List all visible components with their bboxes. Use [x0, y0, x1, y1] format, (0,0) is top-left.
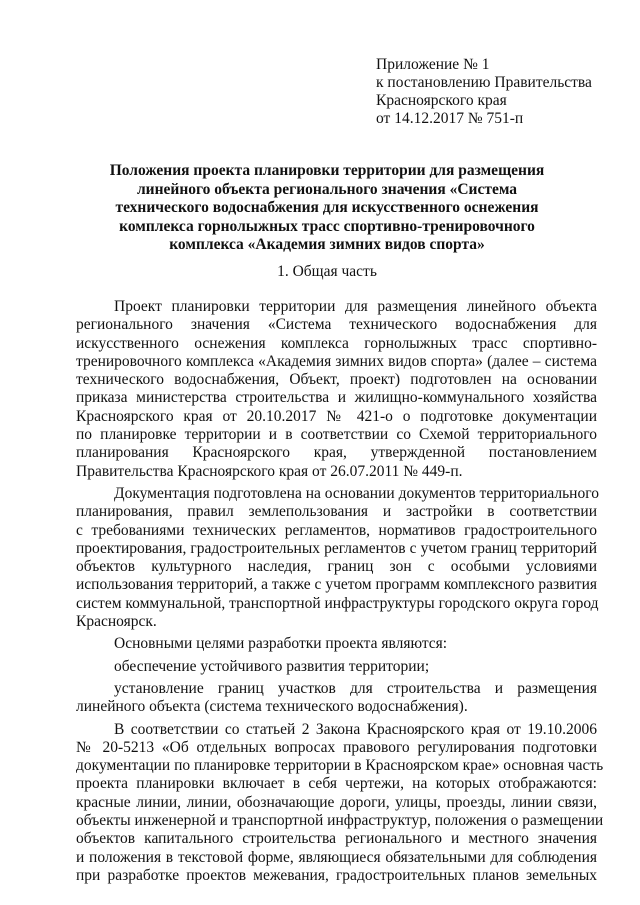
text-line: объекты инженерной и транспортной инфраструктур, положения о размещении — [76, 812, 604, 830]
text-line: Красноярского края от 20.10.2017 № 421-о о подготовке документации — [76, 407, 597, 425]
text-line: регионального значения «Система технического водоснабжения для — [76, 316, 597, 334]
text-line: установление границ участков для строительства и размещения — [114, 679, 597, 697]
text-line: объектов культурного наследия, границ зон с особыми условиями — [76, 558, 597, 576]
text-line: с требованиями технических регламентов, нормативов градостроительного — [76, 521, 597, 539]
text-line: проекта планировки включает в себя чертежи, на которых отображаются: — [76, 775, 597, 793]
text-line: документации по планировке территории в Красноярском крае» основная часть — [76, 757, 604, 775]
text-line: Основными целями разработки проекта являются: — [114, 635, 448, 653]
appendix-line: Приложение № 1 — [376, 56, 490, 73]
title-line: комплекса горнолыжных трасс спортивно-тренировочного — [119, 217, 535, 235]
appendix-line: Красноярского края — [376, 92, 507, 109]
text-line: технического водоснабжения, Объект, проект) подготовлен на основании — [76, 371, 597, 389]
appendix-header — [376, 56, 592, 128]
text-line: В соответствии со статьей 2 Закона Красноярского края от 19.10.2006 — [114, 720, 597, 738]
text-line: по планировке территории и в соответствии со Схемой территориального — [76, 426, 597, 444]
title-line: линейного объекта регионального значения «Система — [136, 180, 518, 198]
text-line: искусственного оснежения комплекса горнолыжных трасс спортивно- — [76, 334, 597, 352]
text-line: объектов капитального строительства регионального и местного значения — [76, 830, 597, 848]
text-line: Документация подготовлена на основании документов территориального — [114, 484, 599, 502]
text-line: тренировочного комплекса «Академия зимних видов спорта» (далее – система — [76, 352, 597, 370]
text-line: приказа министерства строительства и жилищно-коммунального хозяйства — [76, 389, 597, 407]
text-line: красные линии, линии, обозначающие дороги, улицы, проезды, линии связи, — [76, 793, 597, 811]
text-line: планирования Красноярского края, утвержденной постановлением — [76, 444, 597, 462]
text-line: Проект планировки территории для размещения линейного объекта — [114, 298, 597, 315]
document-title — [100, 162, 554, 255]
text-line: № 20-5213 «Об отдельных вопросах правового регулирования подготовки — [76, 738, 597, 756]
appendix-line: к постановлению Правительства — [376, 74, 592, 91]
text-line: Правительства Красноярского края от 26.07.2011 № 449-п. — [76, 462, 463, 480]
text-line: обеспечение устойчивого развития территории; — [114, 657, 430, 675]
text-line: планирования, правил землепользования и застройки в соответствии — [76, 503, 597, 521]
title-line: комплекса «Академия зимних видов спорта» — [169, 236, 485, 253]
text-line: линейного объекта (система технического водоснабжения). — [76, 698, 468, 716]
text-line: систем коммунальной, транспортной инфраструктуры городского округа город — [76, 594, 599, 612]
title-line: технического водоснабжения для искусственного оснежения — [115, 199, 539, 216]
section-heading: 1. Общая часть — [277, 263, 377, 280]
text-line: использования территорий, а также с учетом программ комплексного развития — [76, 576, 597, 594]
text-line: и положения в текстовой форме, являющиеся обязательными для соблюдения — [76, 848, 597, 866]
text-line: проектирования, градостроительных регламентов с учетом границ территорий — [76, 539, 597, 557]
document-body — [76, 298, 604, 885]
text-line: Красноярск. — [76, 613, 157, 631]
title-line: Положения проекта планировки территории для размещения — [109, 162, 545, 179]
appendix-line: от 14.12.2017 № 751-п — [376, 110, 524, 127]
text-line: при разработке проектов межевания, градостроительных планов земельных — [76, 866, 597, 884]
